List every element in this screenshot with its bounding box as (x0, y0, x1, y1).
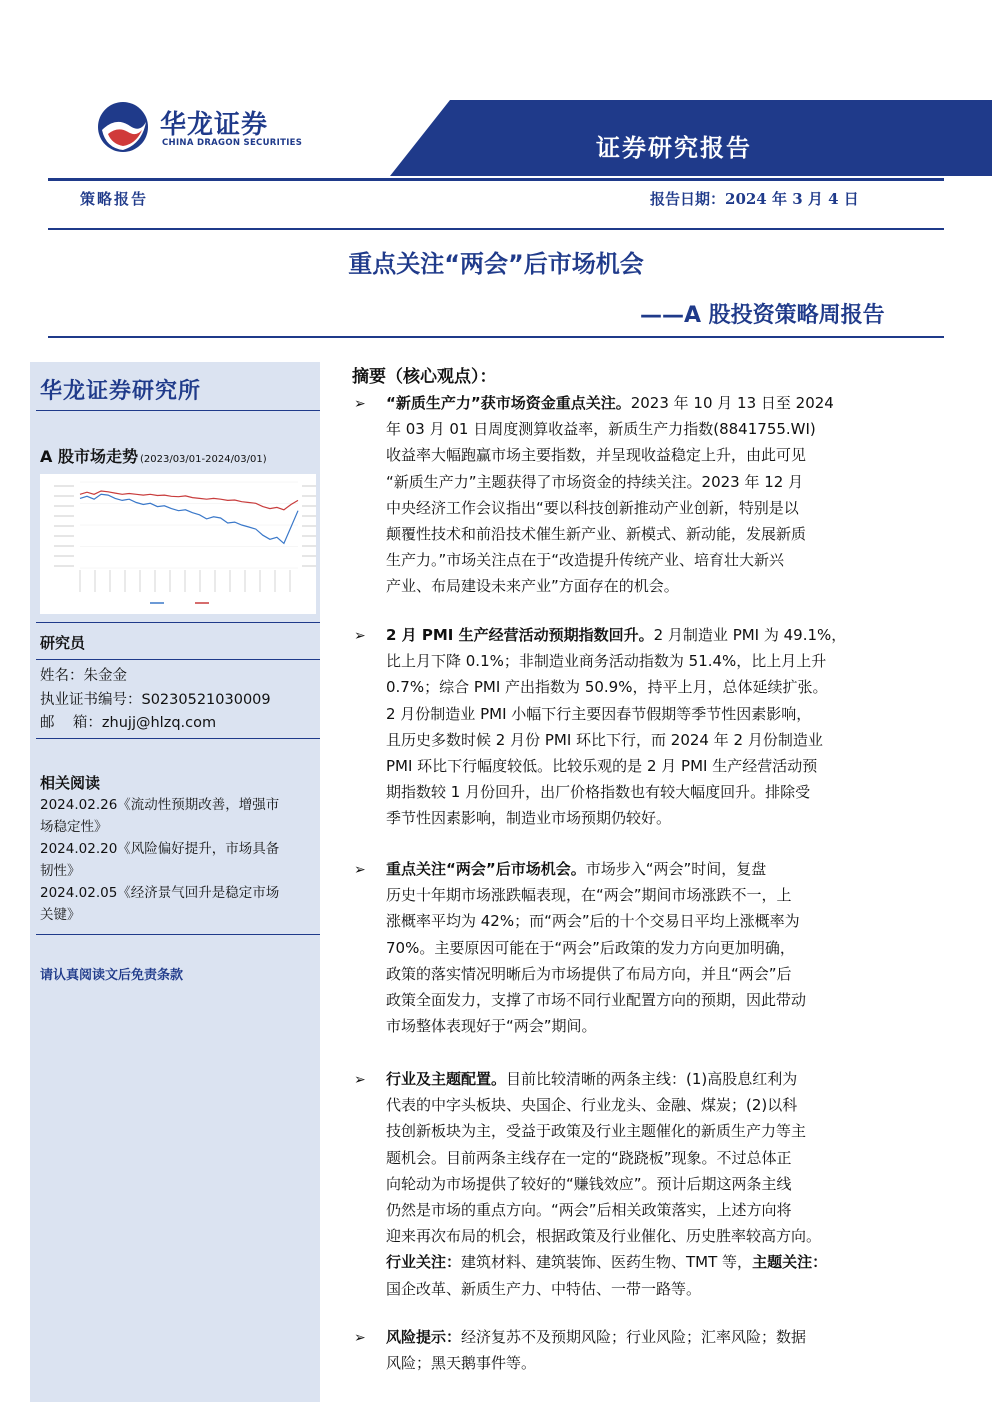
related-item[interactable] (40, 794, 315, 838)
para-line: 产业、布局建设未来产业”方面存在的机会。 (386, 577, 679, 596)
para-line (386, 856, 942, 882)
bullet-text: 经济复苏不及预期风险；行业风险；汇率风险；数据 (461, 1328, 807, 1346)
title-divider (48, 336, 944, 338)
related-item[interactable] (40, 882, 315, 926)
para-line: 向轮动为市场提供了较好的“赚钱效应”。预计后期这两条主线 (386, 1174, 792, 1193)
para-line (386, 390, 942, 416)
para-line: 70%。主要原因可能在于“两会”后政策的发力方向更加明确， (386, 938, 795, 957)
sidebar-divider (36, 410, 320, 411)
para-line: 年 03 月 01 日周度测算收益率，新质生产力指数(8841755.WI) (386, 420, 816, 439)
bullet-paragraph (386, 856, 942, 1039)
company-name-en: CHINA DRAGON SECURITIES (162, 138, 303, 148)
related-item-line: 关键》 (40, 907, 81, 923)
analyst-name: 姓名：朱金金 (40, 668, 127, 684)
para-line: 0.7%；综合 PMI 产出指数为 50.9%，持平上月，总体延续扩张。 (386, 678, 828, 697)
company-logo-icon (96, 100, 150, 154)
para-line: 技创新板块为主，受益于政策及行业主题催化的新质生产力等主 (386, 1122, 807, 1141)
company-name: 华龙证券 (160, 110, 269, 140)
para-line: 中央经济工作会议指出“要以科技创新推动产业创新，特别是以 (386, 498, 799, 517)
para-line (386, 1324, 942, 1350)
bullet-text: 2 月制造业 PMI 为 49.1%， (653, 626, 847, 644)
bullet-paragraph (386, 622, 942, 832)
para-line: “新质生产力”主题获得了市场资金的持续关注。2023 年 12 月 (386, 472, 804, 491)
related-item-line: 场稳定性》 (40, 819, 108, 835)
para-line: 代表的中字头板块、央国企、行业龙头、金融、煤炭；(2)以科 (386, 1096, 798, 1115)
market-trend-label: A 股市场走势 (40, 447, 138, 466)
para-line: 政策的落实情况明晰后为市场提供了布局方向，并且“两会”后 (386, 964, 792, 983)
related-item-line: 2024.02.26《流动性预期改善，增强市 (40, 797, 280, 813)
para-line (386, 622, 942, 648)
sidebar-divider (36, 622, 320, 623)
bullet-paragraph (386, 1066, 942, 1302)
institute-name: 华龙证券研究所 (40, 379, 202, 404)
para-line: 仍然是市场的重点方向。“两会”后相关政策落实，上述方向将 (386, 1201, 792, 1220)
para-line: 迎来再次布局的机会，根据政策及行业催化、历史胜率较高方向。 (386, 1227, 822, 1246)
bullet-text: 2023 年 10 月 13 日至 2024 (630, 394, 834, 412)
para-line (386, 1066, 942, 1092)
sidebar-divider (36, 934, 320, 935)
para-line: 历史十年期市场涨跌幅表现，在“两会”期间市场涨跌不一，上 (386, 886, 792, 905)
bullet-arrow-icon: ➢ (354, 628, 366, 644)
related-item-line: 韧性》 (40, 863, 81, 879)
para-line: 比上月下降 0.1%；非制造业商务活动指数为 51.4%，比上月上升 (386, 652, 827, 671)
para-line: 政策全面发力，支撑了市场不同行业配置方向的预期，因此带动 (386, 991, 807, 1010)
para-line: PMI 环比下行幅度较低。比较乐观的是 2 月 PMI 生产经营活动预 (386, 757, 818, 776)
industry-focus-label: 行业关注： (386, 1253, 462, 1272)
related-item[interactable] (40, 838, 315, 882)
related-item-line: 2024.02.20《风险偏好提升，市场具备 (40, 841, 280, 857)
bullet-lead: 2 月 PMI 生产经营活动预期指数回升。 (386, 626, 654, 644)
industry-focus: 建筑材料、建筑装饰、医药生物、TMT 等， (461, 1253, 753, 1272)
bullet-arrow-icon: ➢ (354, 862, 366, 878)
bullet-lead: 行业及主题配置。 (386, 1070, 507, 1088)
bullet-lead: 风险提示： (386, 1328, 462, 1346)
para-line: 市场整体表现好于“两会”期间。 (386, 1017, 597, 1036)
related-heading: 相关阅读 (40, 774, 101, 792)
report-title: 重点关注“两会”后市场机会 (348, 250, 644, 278)
bullet-paragraph (386, 390, 942, 600)
banner-title: 证券研究报告 (596, 133, 752, 162)
para-line: 题机会。目前两条主线存在一定的“跷跷板”现象。不过总体正 (386, 1148, 792, 1167)
para-line: 收益率大幅跑赢市场主要指数，并呈现收益稳定上升，由此可见 (386, 446, 807, 465)
header-divider (48, 178, 944, 181)
para-line: 国企改革、新质生产力、中特估、一带一路等。 (386, 1279, 702, 1298)
bullet-lead: 重点关注“两会”后市场机会。 (386, 860, 586, 878)
bullet-text: 目前比较清晰的两条主线：(1)高股息红利为 (506, 1070, 798, 1088)
sidebar-divider (36, 659, 320, 660)
bullet-paragraph (386, 1324, 942, 1376)
para-line (386, 1249, 942, 1275)
bullet-text: 市场步入“两会”时间，复盘 (585, 860, 767, 878)
analyst-cert: 执业证书编号：S0230521030009 (40, 692, 271, 708)
analyst-heading: 研究员 (40, 634, 86, 652)
bullet-lead: “新质生产力”获市场资金重点关注。 (386, 394, 631, 412)
related-item-line: 2024.02.05《经济景气回升是稳定市场 (40, 885, 280, 901)
summary-heading: 摘要（核心观点）： (352, 367, 497, 387)
market-trend-range: (2023/03/01-2024/03/01) (139, 454, 267, 465)
bullet-arrow-icon: ➢ (354, 1330, 366, 1346)
para-line: 生产力。”市场关注点在于“改造提升传统产业、培育壮大新兴 (386, 551, 785, 570)
para-line: 2 月份制造业 PMI 小幅下行主要因春节假期等季节性因素影响， (386, 704, 812, 723)
para-line: 季节性因素影响，制造业市场预期仍较好。 (386, 809, 672, 828)
para-line: 风险；黑天鹅事件等。 (386, 1354, 537, 1373)
para-line: 涨概率平均为 42%；而“两会”后的十个交易日平均上涨概率为 (386, 912, 800, 931)
market-trend-title (40, 444, 267, 467)
para-line: 颠覆性技术和前沿技术催生新产业、新模式、新动能，发展新质 (386, 525, 807, 544)
market-trend-chart (40, 474, 316, 614)
bullet-arrow-icon: ➢ (354, 1072, 366, 1088)
theme-focus-label: 主题关注： (752, 1253, 828, 1272)
report-subtitle: ——A 股投资策略周报告 (640, 303, 885, 328)
sidebar-divider (36, 738, 320, 739)
chart-background (40, 474, 316, 614)
analyst-email: 邮 箱：zhujj@hlzq.com (40, 715, 217, 731)
header-divider-2 (48, 228, 944, 230)
bullet-arrow-icon: ➢ (354, 396, 366, 412)
disclaimer-link[interactable]: 请认真阅读文后免责条款 (40, 968, 184, 983)
para-line: 且历史多数时候 2 月份 PMI 环比下行，而 2024 年 2 月份制造业 (386, 730, 823, 749)
report-date: 报告日期：2024 年 3 月 4 日 (650, 190, 859, 208)
para-line: 期指数较 1 月份回升，出厂价格指数也有较大幅度回升。排除受 (386, 783, 811, 802)
report-type: 策略报告 (80, 190, 149, 208)
